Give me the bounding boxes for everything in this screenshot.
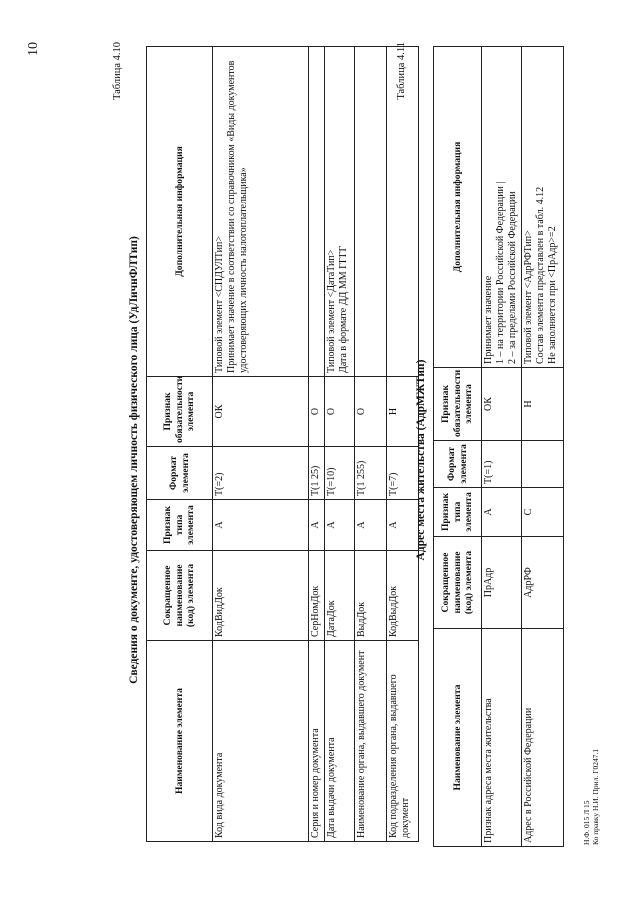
- cell-info: Принимает значение 1 – на территории Российской Федерации | 2 – за пределами Российской Федерации: [482, 47, 522, 368]
- cell-name: Признак адреса места жительства: [482, 629, 522, 847]
- table2-header-code: Сокращенное наименование (код) элемента: [434, 537, 482, 629]
- cell-format: T(=10): [325, 447, 355, 500]
- table2-header-required: Признак обязательности элемента: [434, 368, 482, 441]
- table1-header-type: Признак типа элемента: [147, 500, 213, 551]
- cell-name: Код вида документа: [213, 641, 309, 842]
- table-4-11: [433, 46, 564, 847]
- table-row: [387, 47, 419, 842]
- table1-header-row: [147, 47, 213, 842]
- cell-code: ПрАдр: [482, 537, 522, 629]
- cell-name: Дата выдачи документа: [325, 641, 355, 842]
- cell-format: T(=1): [482, 441, 522, 488]
- cell-required: ОК: [482, 368, 522, 441]
- table2-header-format: Формат элемента: [434, 441, 482, 488]
- table1-caption: Таблица 4.10: [112, 42, 123, 101]
- cell-code: АдрРФ: [522, 537, 564, 629]
- cell-info: [309, 47, 325, 377]
- table1-header-code: Сокращенное наименование (код) элемента: [147, 551, 213, 641]
- table1-header-info: Дополнительная информация: [147, 47, 213, 377]
- table1-header-format: Формат элемента: [147, 447, 213, 500]
- cell-info: Типовой элемент <ДатаТип> Дата в формате ДД ММ ГГГГ: [325, 47, 355, 377]
- cell-info: Типовой элемент <СПДУЛТип> Принимает значение в соответствии со справочником «Виды документов удостоверяющих личность налогоплательщика»: [213, 47, 309, 377]
- cell-code: КодВидДок: [213, 551, 309, 641]
- cell-format: T(1 255): [355, 447, 387, 500]
- cell-type: А: [482, 488, 522, 537]
- cell-name: Адрес в Российской Федерации: [522, 629, 564, 847]
- cell-required: Н: [522, 368, 564, 441]
- table1-header-required: Признак обязательности элемента: [147, 377, 213, 447]
- table-row: [213, 47, 309, 842]
- table-row: [355, 47, 387, 842]
- cell-info: [355, 47, 387, 377]
- cell-type: А: [387, 500, 419, 551]
- table-row: [325, 47, 355, 842]
- cell-format: T(1 25): [309, 447, 325, 500]
- table-4-10: [146, 46, 419, 842]
- cell-code: СерНомДок: [309, 551, 325, 641]
- table-row: [309, 47, 325, 842]
- table2-header-name: Наименование элемента: [434, 629, 482, 847]
- cell-required: ОК: [213, 377, 309, 447]
- cell-type: А: [325, 500, 355, 551]
- cell-code: КодВыдДок: [387, 551, 419, 641]
- cell-format: [522, 441, 564, 488]
- table-row: [522, 47, 564, 847]
- page-number: 10: [26, 42, 41, 56]
- table1-title: Сведения о документе, удостоверяющем личность физического лица (УдЛичнФЛТип): [128, 236, 140, 684]
- footer-note: [582, 749, 601, 845]
- cell-info: Типовой элемент <АдрРФТип> Состав элемента представлен в табл. 4.12 Не заполняется при <ПрАдр>=2: [522, 47, 564, 368]
- cell-format: T(=7): [387, 447, 419, 500]
- table2-header-info: Дополнительная информация: [434, 47, 482, 368]
- cell-name: Код подразделения органа, выдавшего документ: [387, 641, 419, 842]
- cell-required: О: [355, 377, 387, 447]
- cell-type: С: [522, 488, 564, 537]
- footer-line-1: Н.Ф. 015 Л 15: [582, 800, 591, 845]
- cell-code: ВыдДок: [355, 551, 387, 641]
- cell-required: О: [309, 377, 325, 447]
- cell-name: Серия и номер документа: [309, 641, 325, 842]
- cell-required: О: [325, 377, 355, 447]
- cell-required: Н: [387, 377, 419, 447]
- table1-header-name: Наименование элемента: [147, 641, 213, 842]
- cell-type: А: [355, 500, 387, 551]
- footer-line-2: Ко правку Н.И. Прил. Г0247.1: [591, 748, 601, 845]
- table2-header-row: [434, 47, 482, 847]
- cell-code: ДатаДок: [325, 551, 355, 641]
- cell-type: А: [309, 500, 325, 551]
- table2-header-type: Признак типа элемента: [434, 488, 482, 537]
- table2-title: Адрес места жительства (АдрМЖТип): [415, 359, 427, 561]
- cell-name: Наименование органа, выдавшего документ: [355, 641, 387, 842]
- cell-format: T(=2): [213, 447, 309, 500]
- table2-caption: Таблица 4.11: [396, 42, 407, 100]
- table-row: [482, 47, 522, 847]
- cell-type: А: [213, 500, 309, 551]
